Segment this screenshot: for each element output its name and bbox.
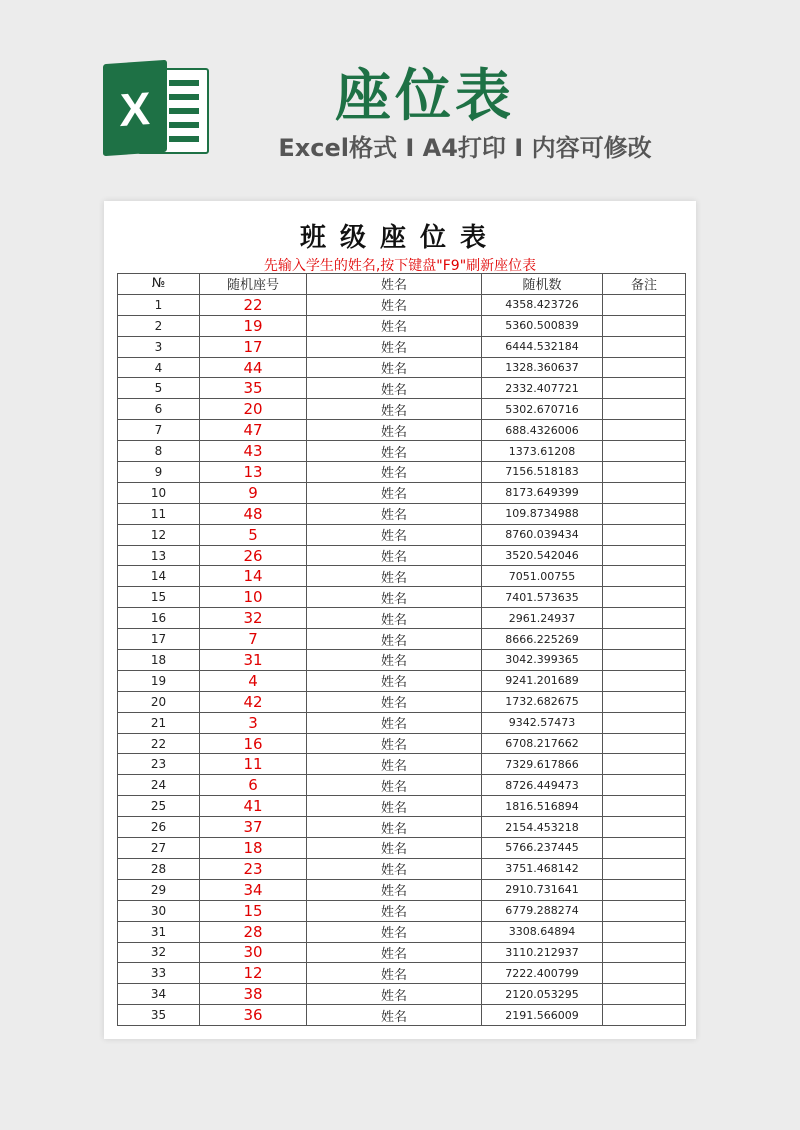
table-row [118,858,686,879]
cell-name[interactable]: 姓名 [307,482,482,503]
table-row [118,441,686,462]
cell-remark[interactable] [603,399,686,420]
table-header-row [118,274,686,295]
cell-name[interactable]: 姓名 [307,712,482,733]
cell-remark[interactable] [603,629,686,650]
cell-name[interactable]: 姓名 [307,524,482,545]
cell-number[interactable]: 22 [118,733,200,754]
cell-remark[interactable] [603,482,686,503]
cell-number[interactable]: 11 [118,503,200,524]
cell-random-number[interactable]: 2332.407721 [482,378,603,399]
cell-random-seat[interactable]: 6 [200,775,307,796]
banner [0,0,800,200]
table-row [118,984,686,1005]
cell-remark[interactable] [603,1005,686,1026]
cell-number[interactable]: 25 [118,796,200,817]
cell-name[interactable]: 姓名 [307,420,482,441]
cell-name[interactable]: 姓名 [307,858,482,879]
cell-random-seat[interactable]: 35 [200,378,307,399]
cell-remark[interactable] [603,858,686,879]
cell-remark[interactable] [603,294,686,315]
table-row [118,650,686,671]
cell-random-number[interactable]: 2961.24937 [482,608,603,629]
cell-number[interactable]: 29 [118,879,200,900]
cell-name[interactable]: 姓名 [307,545,482,566]
cell-random-seat[interactable]: 9 [200,482,307,503]
cell-number[interactable]: 10 [118,482,200,503]
cell-name[interactable]: 姓名 [307,817,482,838]
cell-random-number[interactable]: 1816.516894 [482,796,603,817]
cell-random-seat[interactable]: 36 [200,1005,307,1026]
cell-random-seat[interactable]: 20 [200,399,307,420]
cell-random-number[interactable]: 8726.449473 [482,775,603,796]
cell-name[interactable]: 姓名 [307,1005,482,1026]
cell-name[interactable]: 姓名 [307,399,482,420]
cell-name[interactable]: 姓名 [307,650,482,671]
table-row [118,629,686,650]
table-row [118,315,686,336]
cell-remark[interactable] [603,879,686,900]
table-row [118,838,686,859]
cell-name[interactable]: 姓名 [307,733,482,754]
table-row [118,399,686,420]
cell-random-seat[interactable]: 19 [200,315,307,336]
cell-random-seat[interactable]: 3 [200,712,307,733]
cell-name[interactable]: 姓名 [307,963,482,984]
cell-name[interactable]: 姓名 [307,441,482,462]
cell-number[interactable]: 13 [118,545,200,566]
cell-number[interactable]: 21 [118,712,200,733]
table-row [118,879,686,900]
cell-remark[interactable] [603,566,686,587]
cell-name[interactable]: 姓名 [307,503,482,524]
table-row [118,357,686,378]
cell-remark[interactable] [603,942,686,963]
cell-remark[interactable] [603,357,686,378]
cell-random-seat[interactable]: 13 [200,462,307,483]
banner-title: 座位表 [335,64,515,129]
cell-random-number[interactable]: 7329.617866 [482,754,603,775]
cell-name[interactable]: 姓名 [307,336,482,357]
cell-name[interactable]: 姓名 [307,608,482,629]
cell-remark[interactable] [603,315,686,336]
table-row [118,503,686,524]
table-row [118,775,686,796]
logo-letter: X [119,81,151,137]
cell-number[interactable]: 14 [118,566,200,587]
cell-random-number[interactable]: 3308.64894 [482,921,603,942]
cell-remark[interactable] [603,796,686,817]
cell-remark[interactable] [603,503,686,524]
table-row [118,921,686,942]
cell-remark[interactable] [603,650,686,671]
cell-remark[interactable] [603,817,686,838]
cell-number[interactable]: 7 [118,420,200,441]
cell-random-seat[interactable]: 26 [200,545,307,566]
cell-number[interactable]: 28 [118,858,200,879]
cell-remark[interactable] [603,921,686,942]
cell-number[interactable]: 34 [118,984,200,1005]
cell-random-seat[interactable]: 23 [200,858,307,879]
table-row [118,691,686,712]
cell-random-seat[interactable]: 22 [200,294,307,315]
cell-remark[interactable] [603,838,686,859]
cell-random-number[interactable]: 5302.670716 [482,399,603,420]
cell-random-seat[interactable]: 18 [200,838,307,859]
cell-random-number[interactable]: 7156.518183 [482,462,603,483]
cell-random-number[interactable]: 6444.532184 [482,336,603,357]
table-row [118,942,686,963]
cell-random-number[interactable]: 7222.400799 [482,963,603,984]
cell-number[interactable]: 23 [118,754,200,775]
cell-number[interactable]: 5 [118,378,200,399]
banner-subtitle: Excel格式 I A4打印 I 内容可修改 [278,134,652,162]
cell-random-number[interactable]: 2120.053295 [482,984,603,1005]
cell-number[interactable]: 35 [118,1005,200,1026]
cell-random-seat[interactable]: 17 [200,336,307,357]
excel-badge [103,60,167,156]
cell-random-number[interactable]: 6779.288274 [482,900,603,921]
cell-random-number[interactable]: 6708.217662 [482,733,603,754]
cell-random-number[interactable]: 3751.468142 [482,858,603,879]
table-row [118,754,686,775]
cell-random-seat[interactable]: 10 [200,587,307,608]
cell-number[interactable]: 27 [118,838,200,859]
cell-name[interactable]: 姓名 [307,754,482,775]
cell-remark[interactable] [603,712,686,733]
cell-name[interactable]: 姓名 [307,378,482,399]
cell-random-seat[interactable]: 15 [200,900,307,921]
cell-random-number[interactable]: 3520.542046 [482,545,603,566]
cell-random-number[interactable]: 109.8734988 [482,503,603,524]
cell-number[interactable]: 18 [118,650,200,671]
cell-random-seat[interactable]: 43 [200,441,307,462]
table-row [118,1005,686,1026]
table-row [118,378,686,399]
cell-number[interactable]: 30 [118,900,200,921]
cell-number[interactable]: 20 [118,691,200,712]
cell-random-seat[interactable]: 31 [200,650,307,671]
table-row [118,420,686,441]
instruction-note: 先输入学生的姓名,按下键盘"F9"刷新座位表 [263,258,537,274]
cell-remark[interactable] [603,900,686,921]
table-row [118,608,686,629]
cell-random-seat[interactable]: 38 [200,984,307,1005]
cell-number[interactable]: 6 [118,399,200,420]
cell-random-number[interactable]: 2910.731641 [482,879,603,900]
cell-remark[interactable] [603,670,686,691]
cell-number[interactable]: 3 [118,336,200,357]
cell-name[interactable]: 姓名 [307,796,482,817]
cell-random-number[interactable]: 8666.225269 [482,629,603,650]
header-remark: 备注 [603,274,686,295]
cell-number[interactable]: 15 [118,587,200,608]
cell-random-seat[interactable]: 48 [200,503,307,524]
cell-name[interactable]: 姓名 [307,462,482,483]
cell-random-seat[interactable]: 37 [200,817,307,838]
header-number: № [118,274,200,295]
cell-random-seat[interactable]: 28 [200,921,307,942]
cell-random-seat[interactable]: 32 [200,608,307,629]
table-row [118,963,686,984]
cell-random-number[interactable]: 1328.360637 [482,357,603,378]
cell-remark[interactable] [603,441,686,462]
cell-random-number[interactable]: 1732.682675 [482,691,603,712]
cell-random-seat[interactable]: 41 [200,796,307,817]
cell-remark[interactable] [603,608,686,629]
cell-remark[interactable] [603,775,686,796]
cell-number[interactable]: 1 [118,294,200,315]
cell-random-number[interactable]: 2154.453218 [482,817,603,838]
cell-name[interactable]: 姓名 [307,984,482,1005]
cell-random-number[interactable]: 4358.423726 [482,294,603,315]
cell-random-seat[interactable]: 42 [200,691,307,712]
cell-random-number[interactable]: 9342.57473 [482,712,603,733]
cell-name[interactable]: 姓名 [307,670,482,691]
cell-number[interactable]: 9 [118,462,200,483]
cell-random-number[interactable]: 1373.61208 [482,441,603,462]
cell-number[interactable]: 12 [118,524,200,545]
table-row [118,587,686,608]
cell-random-seat[interactable]: 14 [200,566,307,587]
cell-random-number[interactable]: 688.4326006 [482,420,603,441]
cell-name[interactable]: 姓名 [307,775,482,796]
table-row [118,817,686,838]
cell-remark[interactable] [603,420,686,441]
cell-random-seat[interactable]: 11 [200,754,307,775]
cell-random-seat[interactable]: 5 [200,524,307,545]
cell-name[interactable]: 姓名 [307,879,482,900]
cell-random-number[interactable]: 8760.039434 [482,524,603,545]
cell-name[interactable]: 姓名 [307,942,482,963]
cell-random-number[interactable]: 8173.649399 [482,482,603,503]
cell-random-seat[interactable]: 16 [200,733,307,754]
cell-number[interactable]: 2 [118,315,200,336]
cell-random-seat[interactable]: 12 [200,963,307,984]
cell-remark[interactable] [603,524,686,545]
document-page [104,201,696,1039]
cell-name[interactable]: 姓名 [307,838,482,859]
header-random-number: 随机数 [482,274,603,295]
cell-remark[interactable] [603,545,686,566]
excel-logo-icon [103,62,207,154]
table-row [118,524,686,545]
cell-random-number[interactable]: 5766.237445 [482,838,603,859]
table-row [118,712,686,733]
cell-random-seat[interactable]: 44 [200,357,307,378]
cell-name[interactable]: 姓名 [307,294,482,315]
cell-remark[interactable] [603,336,686,357]
header-random-seat: 随机座号 [200,274,307,295]
cell-random-number[interactable]: 5360.500839 [482,315,603,336]
cell-name[interactable]: 姓名 [307,315,482,336]
table-row [118,900,686,921]
table-row [118,462,686,483]
seating-table [117,273,686,1026]
cell-remark[interactable] [603,462,686,483]
cell-number[interactable]: 24 [118,775,200,796]
cell-random-number[interactable]: 9241.201689 [482,670,603,691]
table-row [118,733,686,754]
cell-remark[interactable] [603,754,686,775]
cell-remark[interactable] [603,963,686,984]
cell-number[interactable]: 31 [118,921,200,942]
cell-number[interactable]: 8 [118,441,200,462]
cell-name[interactable]: 姓名 [307,691,482,712]
cell-name[interactable]: 姓名 [307,357,482,378]
cell-number[interactable]: 17 [118,629,200,650]
cell-remark[interactable] [603,984,686,1005]
cell-random-seat[interactable]: 34 [200,879,307,900]
cell-random-number[interactable]: 7401.573635 [482,587,603,608]
cell-random-seat[interactable]: 7 [200,629,307,650]
cell-number[interactable]: 4 [118,357,200,378]
cell-number[interactable]: 32 [118,942,200,963]
cell-random-number[interactable]: 3110.212937 [482,942,603,963]
sheet-title: 班级座位表 [299,223,500,253]
cell-number[interactable]: 19 [118,670,200,691]
table-row [118,294,686,315]
cell-remark[interactable] [603,378,686,399]
cell-random-seat[interactable]: 30 [200,942,307,963]
cell-name[interactable]: 姓名 [307,629,482,650]
cell-number[interactable]: 16 [118,608,200,629]
table-row [118,670,686,691]
cell-remark[interactable] [603,691,686,712]
cell-random-number[interactable]: 7051.00755 [482,566,603,587]
cell-number[interactable]: 33 [118,963,200,984]
cell-name[interactable]: 姓名 [307,587,482,608]
table-row [118,796,686,817]
cell-name[interactable]: 姓名 [307,566,482,587]
cell-random-seat[interactable]: 4 [200,670,307,691]
table-row [118,566,686,587]
table-row [118,545,686,566]
cell-name[interactable]: 姓名 [307,921,482,942]
table-body [118,294,686,1025]
header-name: 姓名 [307,274,482,295]
cell-remark[interactable] [603,733,686,754]
table-row [118,336,686,357]
cell-random-seat[interactable]: 47 [200,420,307,441]
table-row [118,482,686,503]
cell-random-number[interactable]: 2191.566009 [482,1005,603,1026]
cell-random-number[interactable]: 3042.399365 [482,650,603,671]
cell-name[interactable]: 姓名 [307,900,482,921]
cell-number[interactable]: 26 [118,817,200,838]
cell-remark[interactable] [603,587,686,608]
